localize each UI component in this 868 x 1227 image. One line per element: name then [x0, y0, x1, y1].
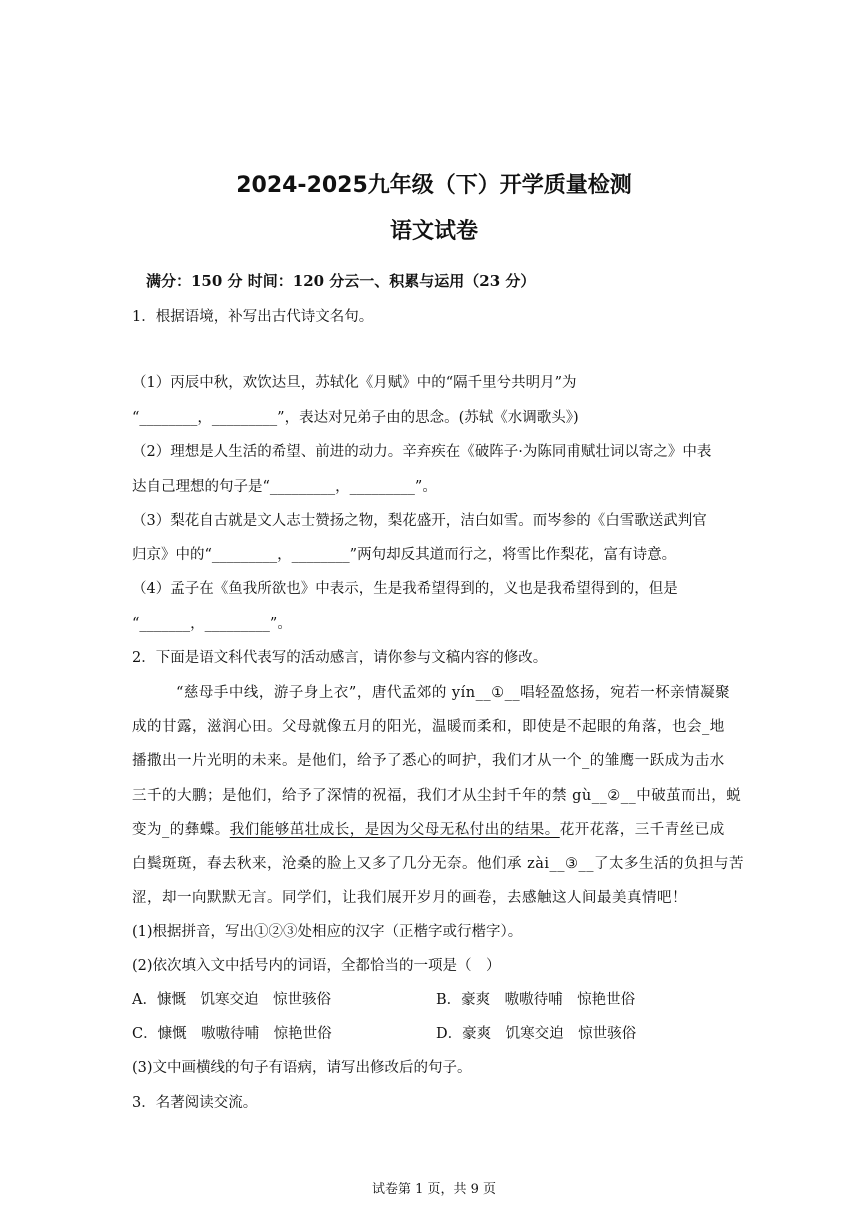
- q2-option-d: D．豪爽 饥寒交迫 惊世骇俗: [436, 1026, 637, 1042]
- q2-sub1: (1)根据拼音，写出①②③处相应的汉字（正楷字或行楷字）。: [132, 924, 523, 940]
- q2-passage-line5: [132, 819, 725, 841]
- q2-passage-line5-end: 花开花落，三千青丝已成: [559, 822, 725, 838]
- q1-item2-line2: 达自己理想的句子是“_________，_________”。: [132, 479, 437, 495]
- q2-passage-line5-start: 变为_的彝蝶。: [132, 822, 230, 838]
- q2-passage-line2: 成的甘露，滋润心田。父母就像五月的阳光，温暖而柔和，即使是不起眼的角落，也会_地: [132, 719, 725, 735]
- q2-stem: 2．下面是语文科代表写的活动感言，请你参与文稿内容的修改。: [132, 650, 548, 666]
- q2-sub2: (2)依次填入文中括号内的词语，全都恰当的一项是（ ）: [132, 958, 501, 974]
- page-footer: 试卷第 1 页，共 9 页: [371, 1182, 497, 1197]
- q1-stem: 1．根据语境，补写出古代诗文名句。: [132, 309, 374, 325]
- q2-option-c: C．慷慨 嗷嗷待哺 惊艳世俗: [132, 1026, 332, 1042]
- q2-option-a: A．慷慨 饥寒交迫 惊世骇俗: [132, 992, 331, 1008]
- q1-item2-line1: （2）理想是人生活的希望、前进的动力。辛弃疾在《破阵子·为陈同甫赋壮词以寄之》中表: [132, 444, 712, 460]
- q2-sub3: (3)文中画横线的句子有语病，请写出修改后的句子。: [132, 1060, 472, 1076]
- q2-passage-line6: 白鬓斑斑，春去秋来，沧桑的脸上又多了几分无奈。他们承 zài__③__了太多生活的负担与苦: [132, 856, 745, 872]
- q2-passage-line3: 播撒出一片光明的未来。是他们，给予了悉心的呵护，我们才从一个_的雏鹰一跃成为击水: [132, 753, 725, 769]
- exam-title: 2024-2025九年级（下）开学质量检测: [236, 173, 632, 198]
- q1-item4-line2: “_______，_________”。: [132, 616, 292, 632]
- q1-item3-line1: （3）梨花自古就是文人志士赞扬之物，梨花盛开，洁白如雪。而岑参的《白雪歌送武判官: [132, 513, 707, 529]
- q2-passage-line7: 涩，却一向默默无言。同学们，让我们展开岁月的画卷，去感触这人间最美真情吧！: [132, 890, 687, 906]
- q1-item4-line1: （4）孟子在《鱼我所欲也》中表示，生是我希望得到的，义也是我希望得到的，但是: [132, 581, 678, 597]
- exam-subtitle: 语文试卷: [389, 219, 478, 244]
- q1-item1-line1: （1）丙辰中秋，欢饮达旦，苏轼化《月赋》中的“隔千里兮共明月”为: [132, 375, 577, 391]
- q1-item1-line2: “________，_________”，表达对兄弟子由的思念。(苏轼《水调歌头》): [132, 410, 579, 426]
- q2-option-b: B．豪爽 嗷嗷待哺 惊艳世俗: [436, 992, 636, 1008]
- score-time-line: 满分：150 分 时间：120 分云一、积累与运用（23 分）: [146, 272, 536, 290]
- underlined-sentence: 我们能够茁壮成长，是因为父母无私付出的结果。: [229, 822, 560, 838]
- q2-passage-line1: “慈母手中线，游子身上衣”，唐代孟郊的 yín__①__唱轻盈悠扬，宛若一杯亲情凝聚: [176, 685, 731, 701]
- q2-passage-line4: 三千的大鹏；是他们，给予了深情的祝福，我们才从尘封千年的禁 gù__②__中破茧而出，蜕: [132, 788, 742, 804]
- q3-stem: 3．名著阅读交流。: [132, 1095, 258, 1111]
- q1-item3-line2: 归京》中的“_________，________”两句却反其道而行之，将雪比作梨花，富有诗意。: [132, 547, 677, 563]
